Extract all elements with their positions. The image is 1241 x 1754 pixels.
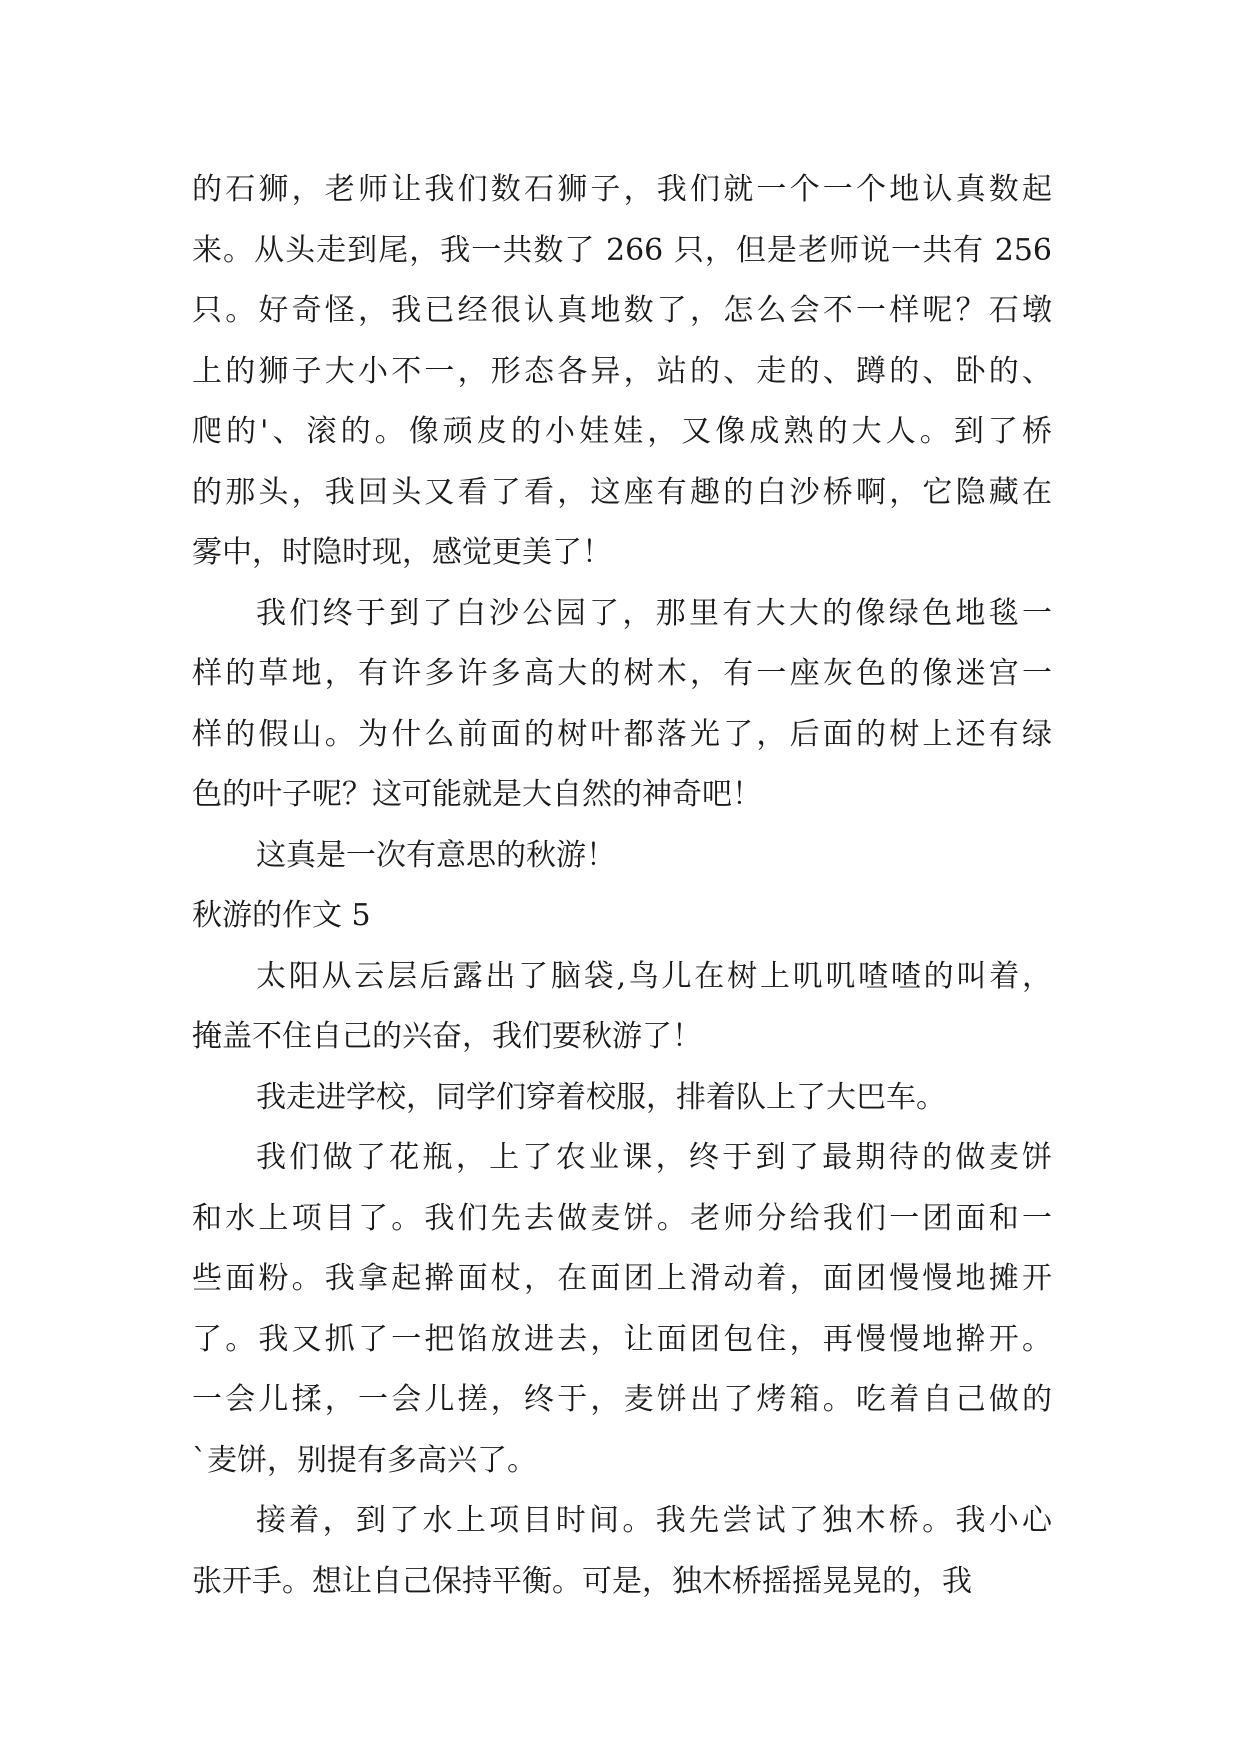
text-line: 我们做了花瓶，上了农业课，终于到了最期待的做麦饼 bbox=[256, 1140, 1052, 1175]
text-line: 的那头，我回头又看了看，这座有趣的白沙桥啊，它隐藏在 bbox=[192, 474, 1052, 510]
text-line: 上的狮子大小不一，形态各异，站的、走的、蹲的、卧的、 bbox=[192, 353, 1052, 389]
paragraph bbox=[192, 1491, 1052, 1612]
text-line: 来。从头走到尾，我一共数了 266 只，但是老师说一共有 256 bbox=[192, 232, 1052, 268]
text-line: 我走进学校，同学们穿着校服，排着队上了大巴车。 bbox=[256, 1079, 946, 1115]
text-line: 爬的'、滚的。像顽皮的小娃娃，又像成熟的大人。到了桥 bbox=[192, 414, 1052, 449]
section-heading bbox=[192, 886, 1052, 947]
text-line: 和水上项目了。我们先去做麦饼。老师分给我们一团面和一 bbox=[192, 1200, 1052, 1236]
text-line: 样的假山。为什么前面的树叶都落光了，后面的树上还有绿 bbox=[192, 716, 1052, 752]
text-line: 些面粉。我拿起擀面杖，在面团上滑动着，面团慢慢地摊开 bbox=[192, 1261, 1052, 1296]
paragraph bbox=[192, 1128, 1052, 1491]
text-line: 我们终于到了白沙公园了，那里有大大的像绿色地毯一 bbox=[256, 595, 1052, 631]
paragraph bbox=[192, 826, 1052, 887]
text-line: 掩盖不住自己的兴奋，我们要秋游了！ bbox=[192, 1019, 702, 1054]
text-line: `麦饼，别提有多高兴了。 bbox=[192, 1442, 537, 1478]
document-body bbox=[192, 160, 1052, 1612]
text-line: 一会儿揉，一会儿搓，终于，麦饼出了烤箱。吃着自己做的 bbox=[192, 1382, 1052, 1417]
paragraph bbox=[192, 160, 1052, 584]
paragraph bbox=[192, 947, 1052, 1068]
text-line: 太阳从云层后露出了脑袋,鸟儿在树上叽叽喳喳的叫着， bbox=[256, 958, 1052, 994]
text-line: 的石狮，老师让我们数石狮子，我们就一个一个地认真数起 bbox=[192, 172, 1052, 207]
text-line: 接着，到了水上项目时间。我先尝试了独木桥。我小心 bbox=[256, 1503, 1052, 1538]
text-line: 张开手。想让自己保持平衡。可是，独木桥摇摇晃晃的，我 bbox=[192, 1563, 972, 1599]
text-line: 了。我又抓了一把馅放进去，让面团包住，再慢慢地擀开。 bbox=[192, 1321, 1052, 1357]
text-line: 雾中，时隐时现，感觉更美了！ bbox=[192, 535, 612, 570]
paragraph bbox=[192, 584, 1052, 826]
paragraph bbox=[192, 1068, 1052, 1129]
text-line: 只。好奇怪，我已经很认真地数了，怎么会不一样呢？石墩 bbox=[192, 293, 1052, 328]
text-line: 这真是一次有意思的秋游！ bbox=[256, 837, 616, 873]
text-line: 样的草地，有许多许多高大的树木，有一座灰色的像迷宫一 bbox=[192, 656, 1052, 691]
heading-text: 秋游的作文 5 bbox=[192, 898, 371, 933]
text-line: 色的叶子呢？这可能就是大自然的神奇吧！ bbox=[192, 777, 762, 812]
